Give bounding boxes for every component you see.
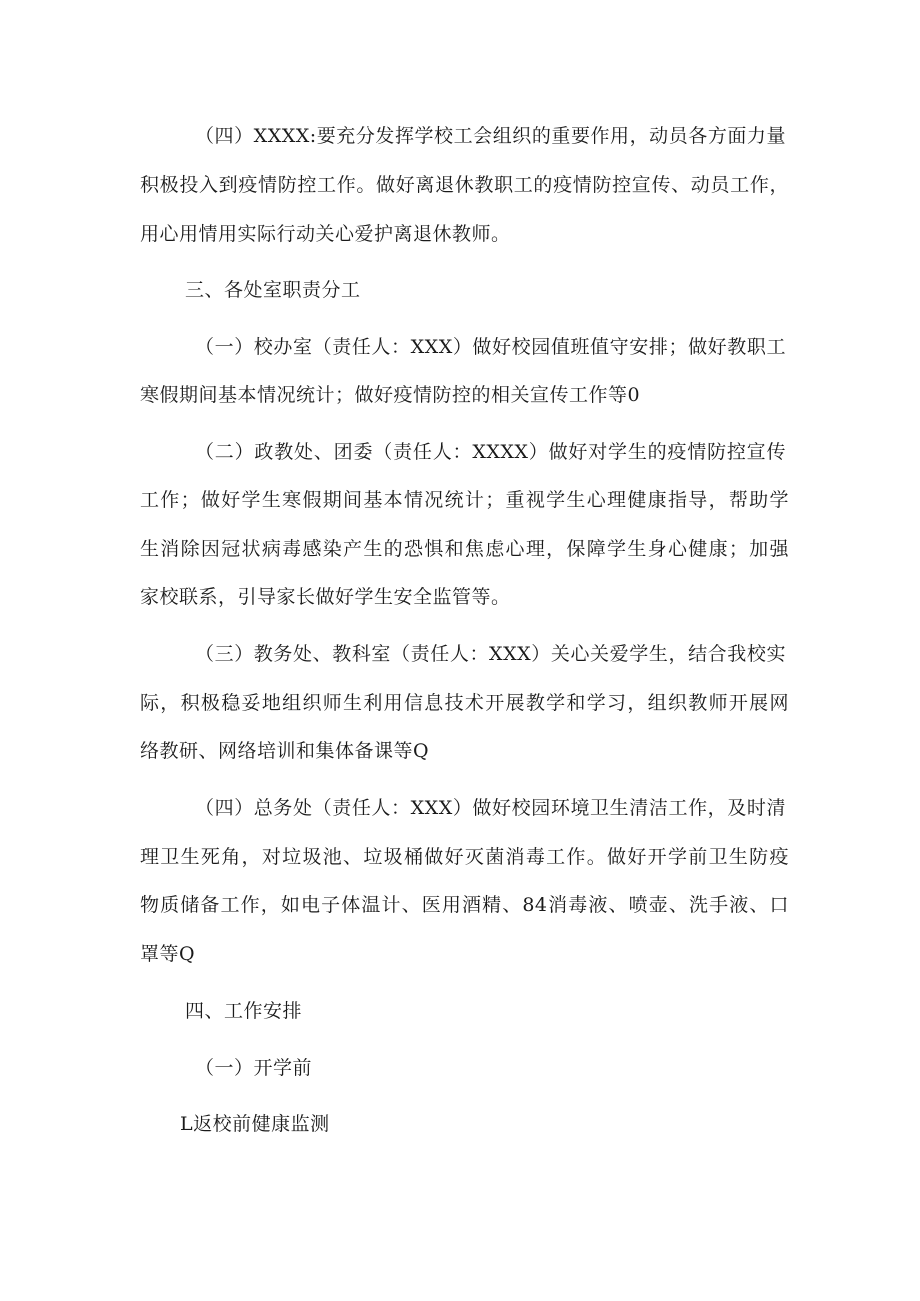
paragraph-union-line-1: （四）XXXX:要充分发挥学校工会组织的重要作用，动员各方面力量: [195, 125, 786, 147]
paragraph-academic-line-2: 际，积极稳妥地组织师生利用信息技术开展教学和学习，组织教师开展网: [140, 692, 789, 714]
paragraph-union-line-2: 积极投入到疫情防控工作。做好离退休教职工的疫情防控宣传、动员工作，: [140, 174, 789, 196]
paragraph-political-line-3: 生消除因冠状病毒感染产生的恐惧和焦虑心理，保障学生身心健康；加强: [140, 538, 789, 560]
paragraph-union-line-3: 用心用情用实际行动关心爱护离退休教师。: [140, 223, 511, 245]
paragraph-general-line-2: 理卫生死角，对垃圾池、垃圾桶做好灭菌消毒工作。做好开学前卫生防疫: [140, 846, 789, 868]
paragraph-academic-line-1: （三）教务处、教科室（责任人：XXX）关心关爱学生，结合我校实: [195, 643, 786, 665]
paragraph-political-line-1: （二）政教处、团委（责任人：XXXX）做好对学生的疫情防控宣传: [195, 441, 786, 463]
item-health-monitoring: L返校前健康监测: [180, 1113, 330, 1135]
paragraph-academic-line-3: 络教研、网络培训和集体备课等Q: [140, 740, 430, 762]
paragraph-political-line-4: 家校联系，引导家长做好学生安全监管等。: [140, 586, 511, 608]
paragraph-office-line-2: 寒假期间基本情况统计；做好疫情防控的相关宣传工作等0: [140, 384, 641, 406]
paragraph-general-line-3: 物质储备工作，如电子体温计、医用酒精、84消毒液、喷壶、洗手液、口: [140, 894, 789, 916]
paragraph-office-line-1: （一）校办室（责任人：XXX）做好校园值班值守安排；做好教职工: [195, 336, 786, 358]
paragraph-political-line-2: 工作；做好学生寒假期间基本情况统计；重视学生心理健康指导，帮助学: [140, 489, 789, 511]
paragraph-general-line-4: 罩等Q: [140, 943, 196, 965]
section-4-heading: 四、工作安排: [185, 1000, 303, 1022]
paragraph-general-line-1: （四）总务处（责任人：XXX）做好校园环境卫生清洁工作，及时清: [195, 797, 786, 819]
section-3-heading: 三、各处室职责分工: [185, 279, 361, 301]
subsection-before-school: （一）开学前: [195, 1057, 313, 1079]
